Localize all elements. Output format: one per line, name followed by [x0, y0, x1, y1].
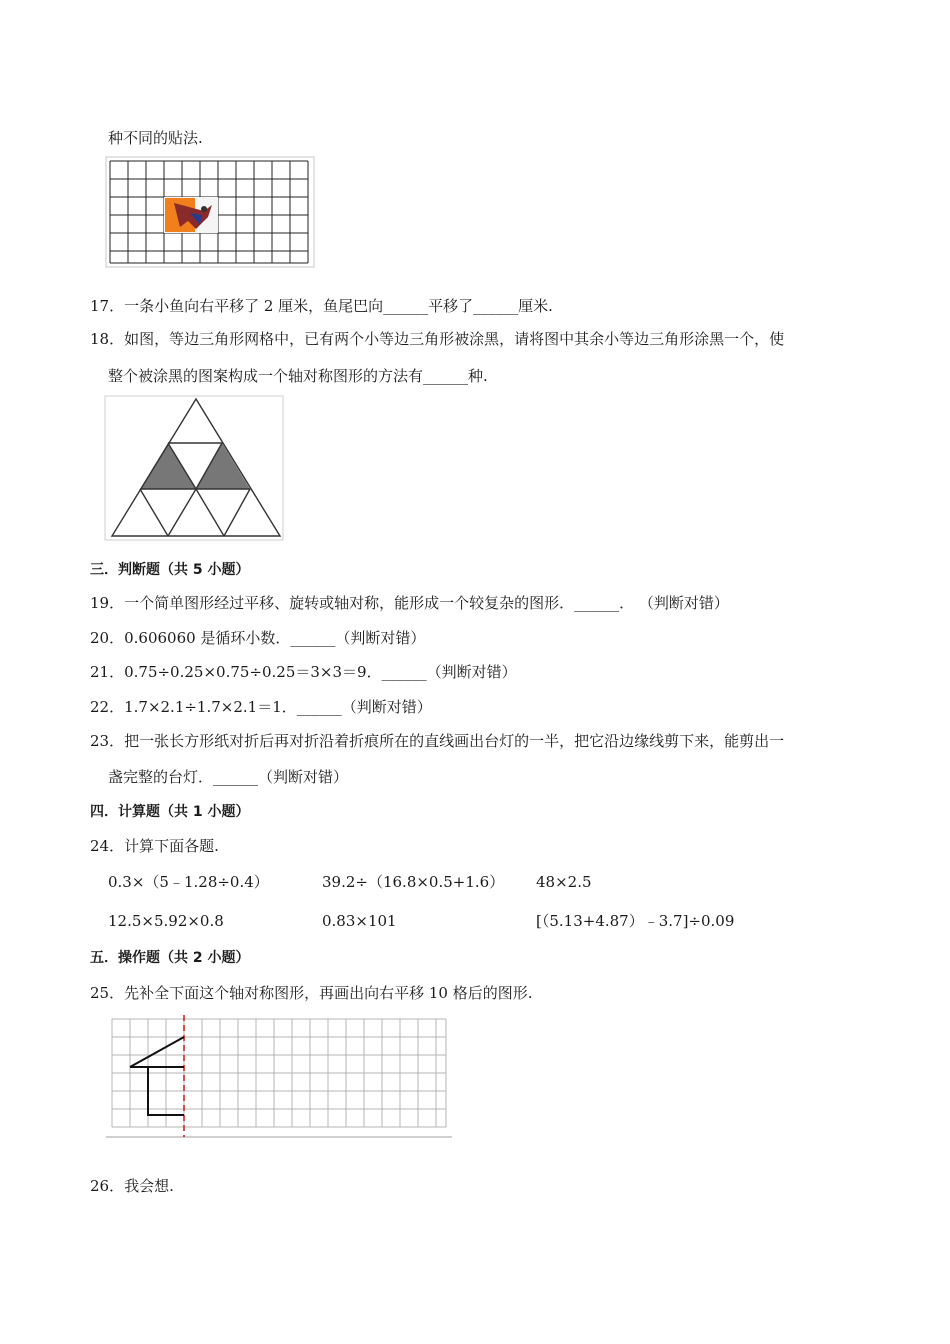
section-5-heading: 五．操作题（共 2 小题） [90, 950, 250, 966]
question-24: 24．计算下面各题. [90, 837, 219, 855]
sticker-grid-figure [104, 155, 316, 269]
question-17: 17．一条小鱼向右平移了 2 厘米，鱼尾巴向______平移了______厘米. [90, 297, 553, 315]
calc-item: 0.83×101 [322, 912, 397, 930]
question-18-line1: 18．如图，等边三角形网格中，已有两个小等边三角形被涂黑，请将图中其余小等边三角形涂黑一个，使 [90, 330, 785, 348]
question-20: 20．0.606060 是循环小数．______（判断对错） [90, 629, 426, 647]
question-19: 19．一个简单图形经过平移、旋转或轴对称，能形成一个较复杂的图形．______． （判断对错） [90, 594, 729, 612]
half-figure [130, 1037, 184, 1115]
question-26: 26．我会想. [90, 1177, 174, 1195]
question-25: 25．先补全下面这个轴对称图形，再画出向右平移 10 格后的图形. [90, 984, 533, 1002]
question-21: 21．0.75÷0.25×0.75÷0.25＝3×3＝9．______（判断对错） [90, 663, 517, 681]
section-3-heading: 三．判断题（共 5 小题） [90, 562, 250, 578]
calc-item: 12.5×5.92×0.8 [108, 912, 224, 930]
question-22: 22．1.7×2.1÷1.7×2.1＝1．______（判断对错） [90, 698, 432, 716]
question-23-line2: 盏完整的台灯．______（判断对错） [108, 768, 349, 786]
question-23-line1: 23．把一张长方形纸对折后再对折沿着折痕所在的直线画出台灯的一半，把它沿边缘线剪下来，能剪出一 [90, 732, 785, 750]
question-18-line2: 整个被涂黑的图案构成一个轴对称图形的方法有______种. [108, 367, 488, 385]
calc-item: 39.2÷（16.8×0.5+1.6） [322, 873, 505, 891]
calc-item: [（5.13+4.87）﹣3.7]÷0.09 [536, 912, 735, 930]
calc-item: 48×2.5 [536, 873, 592, 891]
question-16-tail: 种不同的贴法. [108, 129, 203, 147]
calc-item: 0.3×（5﹣1.28÷0.4） [108, 873, 269, 891]
triangle-grid-figure [104, 395, 284, 541]
sticker-image [164, 197, 218, 233]
symmetry-grid-figure [106, 1015, 452, 1141]
section-4-heading: 四．计算题（共 1 小题） [90, 804, 250, 820]
